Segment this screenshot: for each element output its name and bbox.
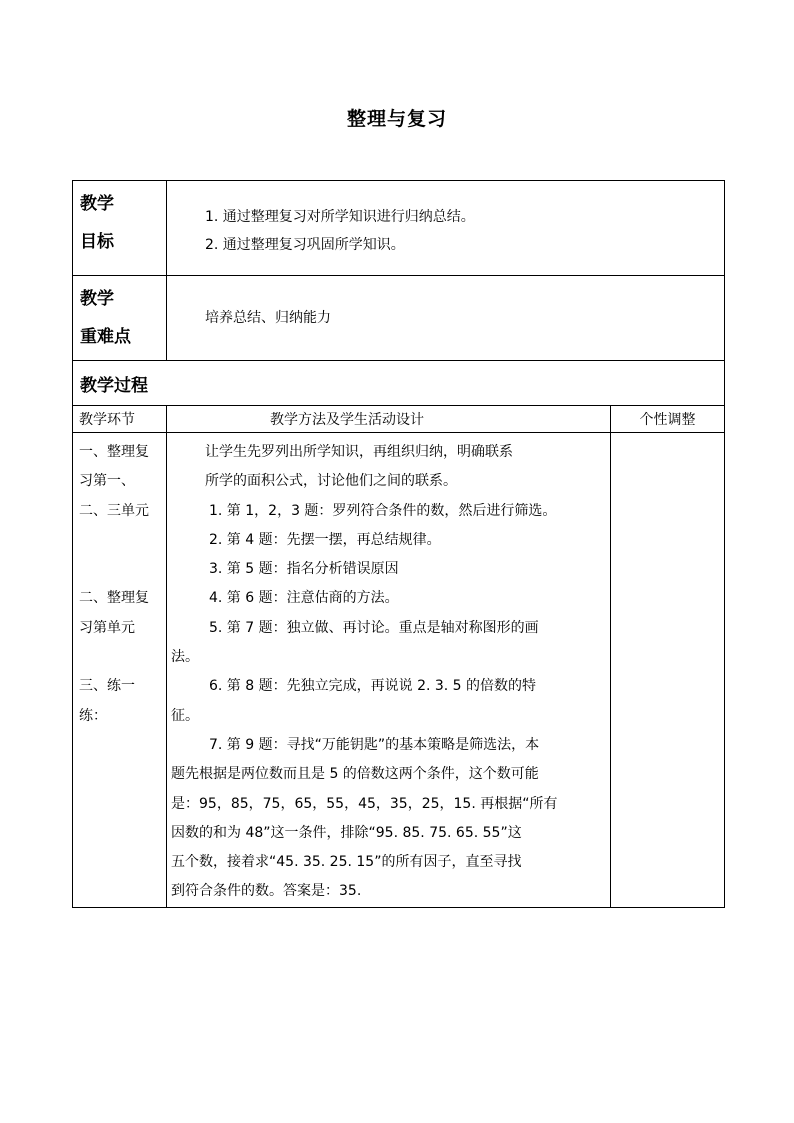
process-label: 教学过程: [73, 361, 725, 406]
lesson-plan-table: [72, 180, 725, 908]
column-header-method: 教学方法及学生活动设计: [167, 406, 611, 433]
method-line: 2. 第 4 题：先摆一摆，再总结规律。: [209, 531, 441, 548]
key-text: 培养总结、归纳能力: [205, 310, 331, 326]
method-line: 法。: [171, 649, 199, 666]
method-line: 5. 第 7 题：独立做、再讨论。重点是轴对称图形的画: [209, 619, 539, 636]
method-line: 征。: [171, 707, 199, 724]
method-line: 让学生先罗列出所学知识，再组织归纳，明确联系: [205, 444, 513, 460]
method-line: 到符合条件的数。答案是：35.: [171, 883, 362, 900]
method-line: 因数的和为 48”这一条件，排除“95. 85. 75. 65. 55”这: [171, 824, 522, 841]
method-line: 4. 第 6 题：注意估商的方法。: [209, 590, 399, 607]
key-label-line2: 重难点: [80, 327, 131, 347]
method-line: 五个数，接着求“45. 35. 25. 15”的所有因子，直至寻找: [171, 854, 522, 871]
method-line: 是：95，85，75，65，55，45，35，25，15. 再根据“所有: [171, 795, 558, 812]
key-label-cell: [73, 276, 167, 361]
key-label-line1: 教学: [80, 289, 114, 309]
stage-line: 三、练一: [79, 678, 135, 695]
process-row: [73, 361, 725, 406]
goal-label-line2: 目标: [80, 232, 114, 252]
column-header-row: [73, 406, 725, 433]
stage-line: 一、整理复: [79, 444, 149, 460]
method-line: 6. 第 8 题：先独立完成，再说说 2. 3. 5 的倍数的特: [209, 678, 537, 695]
method-line: 7. 第 9 题：寻找“万能钥匙”的基本策略是筛选法，本: [209, 736, 540, 753]
goal-item: 1. 通过整理复习对所学知识进行归纳总结。: [205, 209, 475, 225]
stage-spacer: [79, 555, 166, 584]
adjust-cell: [611, 433, 725, 908]
key-row: [73, 276, 725, 361]
goal-item: 2. 通过整理复习巩固所学知识。: [205, 237, 405, 253]
stage-line: 习第单元: [79, 619, 135, 636]
stage-spacer: [79, 526, 166, 555]
goal-content-cell: [167, 181, 725, 276]
stage-spacer: [79, 643, 166, 672]
column-header-stage: 教学环节: [73, 406, 167, 433]
stage-line: 练：: [79, 707, 107, 724]
method-line: 题先根据是两位数而且是 5 的倍数这两个条件，这个数可能: [171, 766, 539, 783]
stage-cell: [73, 433, 167, 908]
goal-label-line1: 教学: [80, 194, 114, 214]
stage-line: 二、整理复: [79, 590, 149, 607]
goal-label-cell: [73, 181, 167, 276]
method-line: 所学的面积公式，讨论他们之间的联系。: [205, 473, 457, 490]
key-content-cell: [167, 276, 725, 361]
method-line: 3. 第 5 题：指名分析错误原因: [209, 561, 399, 578]
goal-row: [73, 181, 725, 276]
document-title: 整理与复习: [346, 108, 447, 130]
method-line: 1. 第 1，2，3 题：罗列符合条件的数，然后进行筛选。: [209, 502, 557, 519]
stage-line: 二、三单元: [79, 502, 149, 519]
method-cell: [167, 433, 611, 908]
process-content-row: [73, 433, 725, 908]
stage-line: 习第一、: [79, 473, 135, 490]
column-header-adjust: 个性调整: [611, 406, 725, 433]
